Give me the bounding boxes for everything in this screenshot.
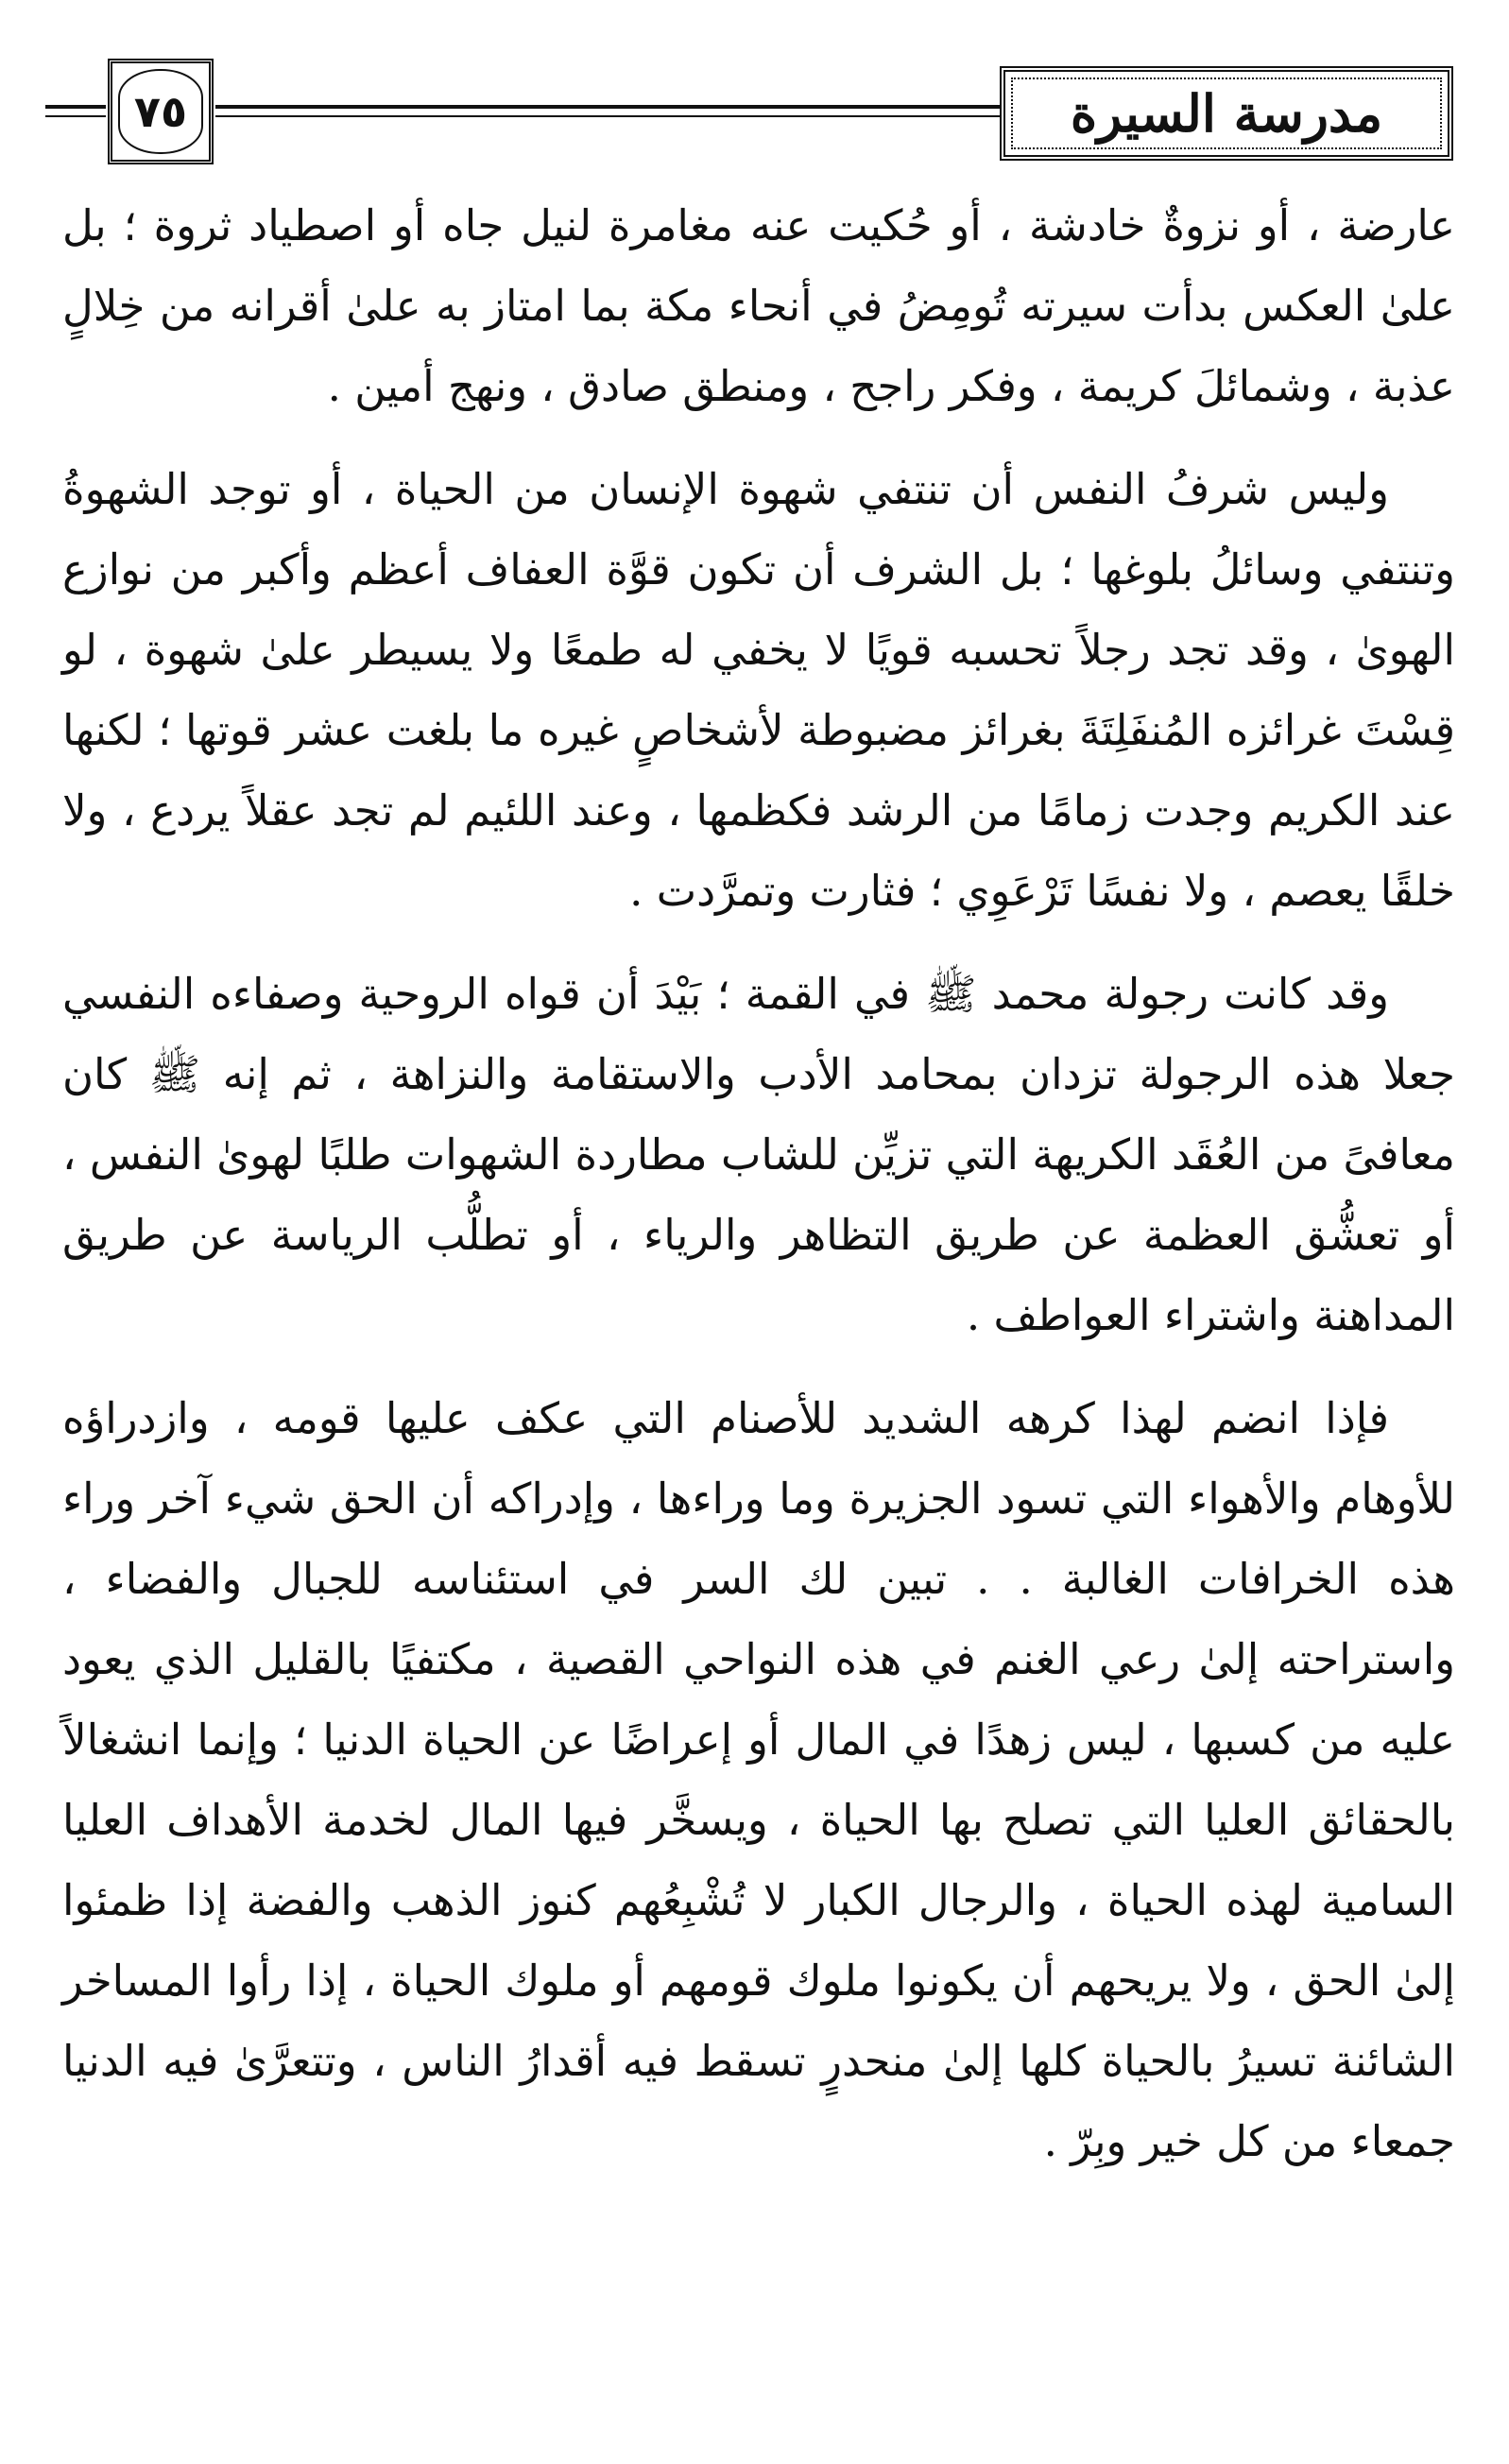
page-header <box>45 53 1463 166</box>
page-number: ٧٥ <box>118 69 203 154</box>
header-rule <box>215 105 1000 109</box>
paragraph: عارضة ، أو نزوةٌ خادشة ، أو حُكيت عنه مغامرة لنيل جاه أو اصطياد ثروة ؛ بل علىٰ العكس بدأت سيرته تُومِضُ في أنحاء مكة بما امتاز به علىٰ أقرانه من خِلالٍ عذبة ، وشمائلَ كريمة ، وفكر راجح ، ومنطق صادق ، ونهج أمين . <box>62 200 1455 411</box>
running-title: مدرسة السيرة <box>1011 78 1442 149</box>
header-rule <box>215 115 1000 117</box>
paragraph: وقد كانت رجولة محمد ﷺ في القمة ؛ بَيْدَ أن قواه الروحية وصفاءه النفسي جعلا هذه الرجولة تزدان بمحامد الأدب والاستقامة والنزاهة ، ثم إنه ﷺ كان معافىً من العُقَد الكريهة التي تزيِّن للشاب مطاردة الشهوات طلبًا لهوىٰ النفس ، أو تعشُّق العظمة عن طريق التظاهر والرياء ، أو تطلُّب الرياسة عن طريق المداهنة واشتراء العواطف . <box>62 969 1455 1340</box>
paragraph: فإذا انضم لهذا كرهه الشديد للأصنام التي عكف عليها قومه ، وازدراؤه للأوهام والأهواء التي تسود الجزيرة وما وراءها ، وإدراكه أن الحق شيء آخر وراء هذه الخرافات الغالبة . . تبين لك السر في استئناسه للجبال والفضاء ، واستراحته إلىٰ رعي الغنم في هذه النواحي القصية ، مكتفيًا بالقليل الذي يعود عليه من كسبها ، ليس زهدًا في المال أو إعراضًا عن الحياة الدنيا ؛ وإنما انشغالاً بالحقائق العليا التي تصلح بها الحياة ، ويسخَّر فيها المال لخدمة الأهداف العليا السامية لهذه الحياة ، والرجال الكبار لا تُشْبِعُهم كنوز الذهب والفضة إذا ظمئوا إلىٰ الحق ، ولا يريحهم أن يكونوا ملوك قومهم أو ملوك الحياة ، إذا رأوا المساخر الشائنة تسيرُ بالحياة كلها إلىٰ منحدرٍ تسقط فيه أقدارُ الناس ، وتتعرَّىٰ فيه الدنيا جمعاء من كل خير وبِرّ . <box>62 1393 1455 2166</box>
header-rule <box>45 105 106 109</box>
header-rule <box>45 115 106 117</box>
page-body <box>62 185 1455 2204</box>
page-number-frame <box>108 59 214 164</box>
running-title-frame <box>1000 66 1453 161</box>
paragraph: وليس شرفُ النفس أن تنتفي شهوة الإنسان من الحياة ، أو توجد الشهوةُ وتنتفي وسائلُ بلوغها ؛ بل الشرف أن تكون قوَّة العفاف أعظم وأكبر من نوازع الهوىٰ ، وقد تجد رجلاً تحسبه قويًا لا يخفي له طمعًا ولا يسيطر علىٰ شهوة ، لو قِسْتَ غرائزه المُنفَلِتَةَ بغرائز مضبوطة لأشخاصٍ غيره ما بلغت عشر قوتها ؛ لكنها عند الكريم وجدت زمامًا من الرشد فكظمها ، وعند اللئيم لم تجد عقلاً يردع ، ولا خلقًا يعصم ، ولا نفسًا تَرْعَوِي ؛ فثارت وتمرَّدت . <box>62 464 1455 916</box>
